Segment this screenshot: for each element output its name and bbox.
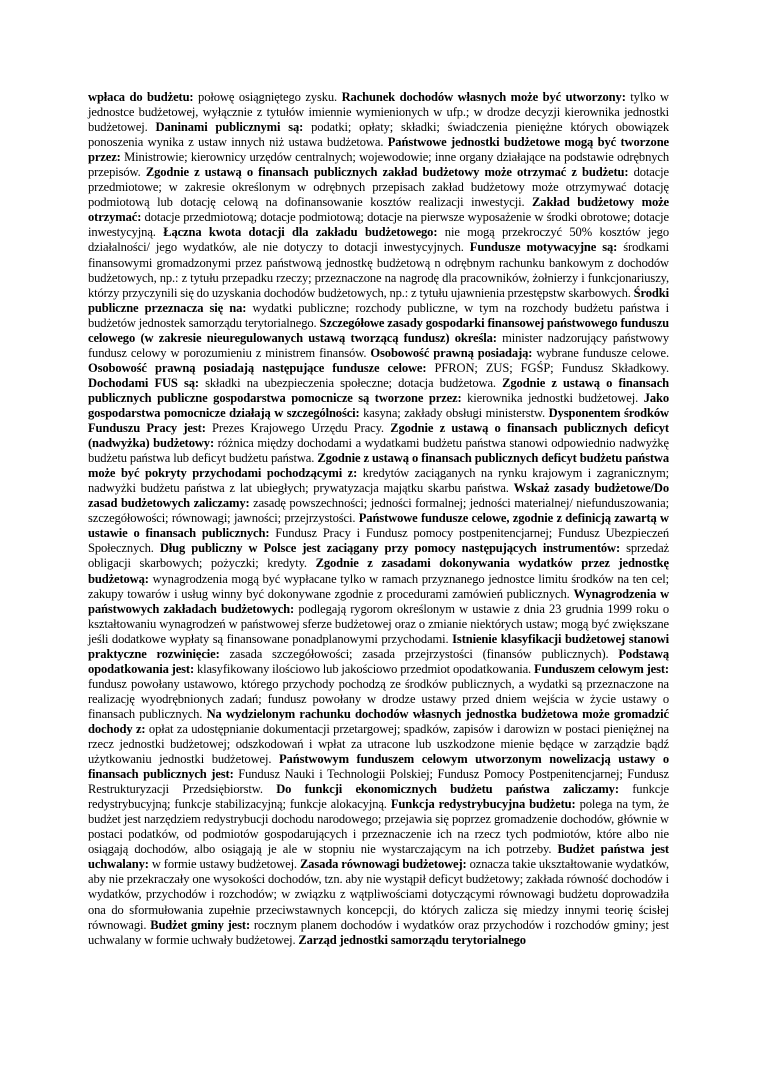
- definition-text: Fundusz Nauki i Technologii Polskiej; Fundusz Pomocy Postpenitencjarnej; Fundusz Restrukturyzacji Przedsiębiorstw.: [88, 767, 669, 797]
- bold-term: Rachunek dochodów własnych może być utworzony:: [341, 90, 626, 104]
- definition-text: nie mogą przekroczyć 50% kosztów jego działalności/ jego wydatków, ale nie dotyczy to dotacji inwestycyjnych.: [88, 225, 669, 255]
- bold-term: Dysponentem środków Funduszu Pracy jest:: [88, 405, 669, 436]
- bold-term: Fundusze motywacyjne są:: [469, 240, 618, 255]
- bold-term: Zarząd jednostki samorządu terytorialnego: [298, 932, 526, 947]
- bold-term: Zgodnie z ustawą o finansach publicznych zakład budżetowy może otrzymać z budżetu:: [145, 165, 629, 180]
- bold-term: Funkcja redystrybucyjna budżetu:: [390, 797, 576, 812]
- bold-term: wpłaca do budżetu:: [88, 90, 194, 104]
- definition-text: różnica między dochodami a wydatkami budżetu państwa stanowi odpowiednio nadwyżkę budżetu państwa lub deficyt budżetu państwa.: [88, 436, 669, 466]
- definition-text: oznacza takie ukształtowanie wydatków, aby nie przekraczały one wysokości dochodów, tzn. aby nie wystąpił deficyt budżetowy; zakłada równość dochodów i wydatków, przychodów i rozchodów; w związku z wątpliwościami dotyczącymi równowagi budżetu doprowadziła ona do sformułowania zupełnie przeciwstawnych koncepcji, do których zalicza się miedzy innymi teorię ścisłej równowagi.: [88, 857, 669, 932]
- definition-text: kierownika jednostki budżetowej.: [461, 390, 644, 405]
- bold-term: Na wydzielonym rachunku dochodów własnych jednostka budżetowa może gromadzić dochody z:: [88, 706, 669, 736]
- bold-term: Zakład budżetowy może otrzymać:: [88, 195, 669, 225]
- bold-term: Zasada równowagi budżetowej:: [299, 857, 467, 872]
- definition-text: opłat za udostępnianie dokumentacji przetargowej; spadków, zapisów i darowizn w postaci pieniężnej na rzecz jednostki budżetowej; odszkodowań i wpłat za utracone lub uszkodzone mienie będące w zarządzie bądź użytkowaniu jednostki budżetowej.: [88, 721, 669, 767]
- bold-term: Dochodami FUS są:: [88, 375, 199, 390]
- bold-term: Osobowość prawną posiadają następujące fundusze celowe:: [88, 360, 427, 375]
- definition-text: zasadę powszechności; jedności formalnej; jedności materialnej/ niefunduszowania; szczegółowości; równowagi; jawności; przejrzystości.: [88, 496, 669, 526]
- bold-term: Osobowość prawną posiadają:: [370, 345, 533, 360]
- bold-term: Środki publiczne przeznacza się na:: [88, 285, 669, 315]
- definition-text: środkami finansowymi gromadzonymi przez państwową jednostkę budżetową n odrębnym rachunku bankowym z dochodów budżetowych, np.: z tytułu przepadku rzeczy; przeznaczone na nagrodę dla pracowników, żołnierzy i funkcjonariuszy, którzy przyczynili się do uzyskania dochodów budżetowych, np.: z tytułu ujawnienia przestępstw skarbowych.: [88, 240, 669, 300]
- bold-term: Jako gospodarstwa pomocnicze działają w szczególności:: [88, 390, 670, 420]
- definition-text: Fundusz Pracy i Fundusz pomocy postpenitencjarnej; Fundusz Ubezpieczeń Społecznych.: [88, 526, 670, 556]
- definition-text: wybrane fundusze celowe.: [532, 345, 669, 360]
- definition-text: podatki; opłaty; składki; świadczenia pieniężne których obowiązek ponoszenia wynika z ustaw innych niż ustawa budżetowa.: [88, 120, 669, 150]
- definition-text: sprzedaż obligacji skarbowych; pożyczki; kredyty.: [88, 541, 670, 571]
- bold-term: Państwowym funduszem celowym utworzonym nowelizacją ustawy o finansach publicznych jest:: [88, 752, 669, 782]
- definition-text: tylko w jednostce budżetowej, wyłącznie z tytułów imiennie wymienionych w ufp.; w drodze decyzji kierownika jednostki budżetowej.: [88, 90, 669, 135]
- definition-text: w formie ustawy budżetowej.: [148, 857, 300, 872]
- bold-term: Zgodnie z ustawą o finansach publicznych publiczne gospodarstwa pomocnicze są tworzone przez:: [88, 375, 669, 405]
- bold-term: Państwowe jednostki budżetowe mogą być tworzone przez:: [88, 135, 669, 165]
- bold-term: Podstawą opodatkowania jest:: [88, 646, 669, 676]
- definition-text: dotacje przedmiotową; dotacje podmiotową; dotacje na pierwsze wyposażenie w środki obrotowe; dotacje inwestycyjną.: [88, 210, 669, 240]
- definition-text: funkcje redystrybucyjną; funkcje stabilizacyjną; funkcje alokacyjną.: [88, 782, 670, 812]
- definition-text: składki na ubezpieczenia społeczne; dotacja budżetowa.: [198, 375, 503, 390]
- definition-text: minister nadzorujący państwowy fundusz celowy w porozumieniu z ministrem finansów.: [88, 330, 670, 360]
- bold-term: Państwowe fundusze celowe, zgodnie z definicją zawartą w ustawie o finansach publicznych:: [88, 511, 669, 541]
- definition-text: wydatki publiczne; rozchody publiczne, w tym na rozchody budżetu państwa i budżetów jednostek samorządu terytorialnego.: [88, 300, 669, 330]
- definition-text: polega na tym, że budżet jest narzędziem redystrybucji dochodu narodowego; przejawia się poprzez gromadzenie dochodów, głównie w postaci podatków, od podmiotów gospodarujących i przeznaczenie ich na rzecz tych podmiotów, które albo nie osiągają dochodów, albo osiągają je ale w stopniu nie wystarczającym na ich potrzeby.: [88, 797, 669, 857]
- bold-term: Wynagrodzenia w państwowych zakładach budżetowych:: [88, 586, 670, 616]
- definition-text: połowę osiągniętego zysku.: [193, 90, 342, 104]
- definition-text: dotacje przedmiotowe; w zakresie określonym w odrębnych przepisach zakład budżetowy może otrzymywać dotację podmiotową lub dotację celową na dofinansowanie kosztów realizacji inwestycji.: [88, 165, 669, 210]
- bold-term: Zgodnie z zasadami dokonywania wydatków przez jednostkę budżetową:: [88, 556, 669, 586]
- definition-text: PFRON; ZUS; FGŚP; Fundusz Składkowy.: [426, 360, 670, 375]
- bold-term: Do funkcji ekonomicznych budżetu państwa zaliczamy:: [276, 782, 619, 797]
- definition-text: zasada szczegółowości; zasada przejrzystości (finansów publicznych).: [219, 646, 619, 661]
- bold-term: Zgodnie z ustawą o finansach publicznych deficyt (nadwyżka) budżetowy:: [88, 421, 669, 451]
- bold-term: Zgodnie z ustawą o finansach publicznych deficyt budżetu państwa może być pokryty przychodami pochodzącymi z:: [88, 451, 669, 481]
- bold-term: Łączna kwota dotacji dla zakładu budżetowego:: [163, 225, 438, 240]
- bold-term: Budżet gminy jest:: [150, 917, 251, 932]
- definition-text: Prezes Krajowego Urzędu Pracy.: [205, 421, 391, 436]
- bold-term: Daninami publicznymi są:: [155, 120, 304, 135]
- definition-text: podlegają rygorom określonym w ustawie z dnia 23 grudnia 1999 roku o kształtowaniu wynagrodzeń w państwowej sferze budżetowej oraz o zmianie niektórych ustaw; mogą być zwiększane jeśli dodatkowe wypłaty są finansowane ponadplanowymi przychodami.: [88, 601, 670, 646]
- document-body: [88, 90, 669, 948]
- definition-text: fundusz powołany ustawowo, którego przychody pochodzą ze środków publicznych, a wydatki są przeznaczone na realizację wyodrębnionych zadań; fundusz powołany w drodze ustawy przed dniem wejścia w życie ustawy o finansach publicznych.: [88, 676, 669, 721]
- bold-term: Szczegółowe zasady gospodarki finansowej państwowego funduszu celowego (w zakresie nieuregulowanych ustawą tworzącą fundusz) określa:: [88, 315, 670, 345]
- definition-text: rocznym planem dochodów i wydatków oraz przychodów i rozchodów gminy; jest uchwalany w formie uchwały budżetowej.: [88, 917, 669, 947]
- bold-term: Istnienie klasyfikacji budżetowej stanowi praktyczne rozwinięcie:: [88, 631, 670, 661]
- bold-term: Wskaż zasady budżetowe/Do zasad budżetowych zaliczamy:: [88, 481, 669, 511]
- bold-term: Budżet państwa jest uchwalany:: [88, 842, 669, 872]
- definition-text: Ministrowie; kierownicy urzędów centralnych; wojewodowie; inne organy działające na podstawie odrębnych przepisów.: [88, 150, 669, 180]
- definition-text: kasyna; zakłady obsługi ministerstw.: [359, 405, 549, 420]
- bold-term: Dług publiczny w Polsce jest zaciągany przy pomocy następujących instrumentów:: [159, 541, 621, 556]
- bold-term: Funduszem celowym jest:: [533, 661, 669, 676]
- definition-text: kredytów zaciąganych na rynku krajowym i zagranicznym; nadwyżki budżetu państwa z lat ubiegłych; prywatyzacja majątku skarbu państwa.: [88, 466, 669, 496]
- definition-text: klasyfikowany ilościowo lub jakościowo przedmiot opodatkowania.: [194, 661, 534, 676]
- definition-text: wynagrodzenia mogą być wypłacane tylko w ramach przyznanego jednostce limitu środków na ten cel; zakupy towarów i usług winny być dokonywane zgodnie z procedurami zamówień publicznych.: [88, 571, 669, 601]
